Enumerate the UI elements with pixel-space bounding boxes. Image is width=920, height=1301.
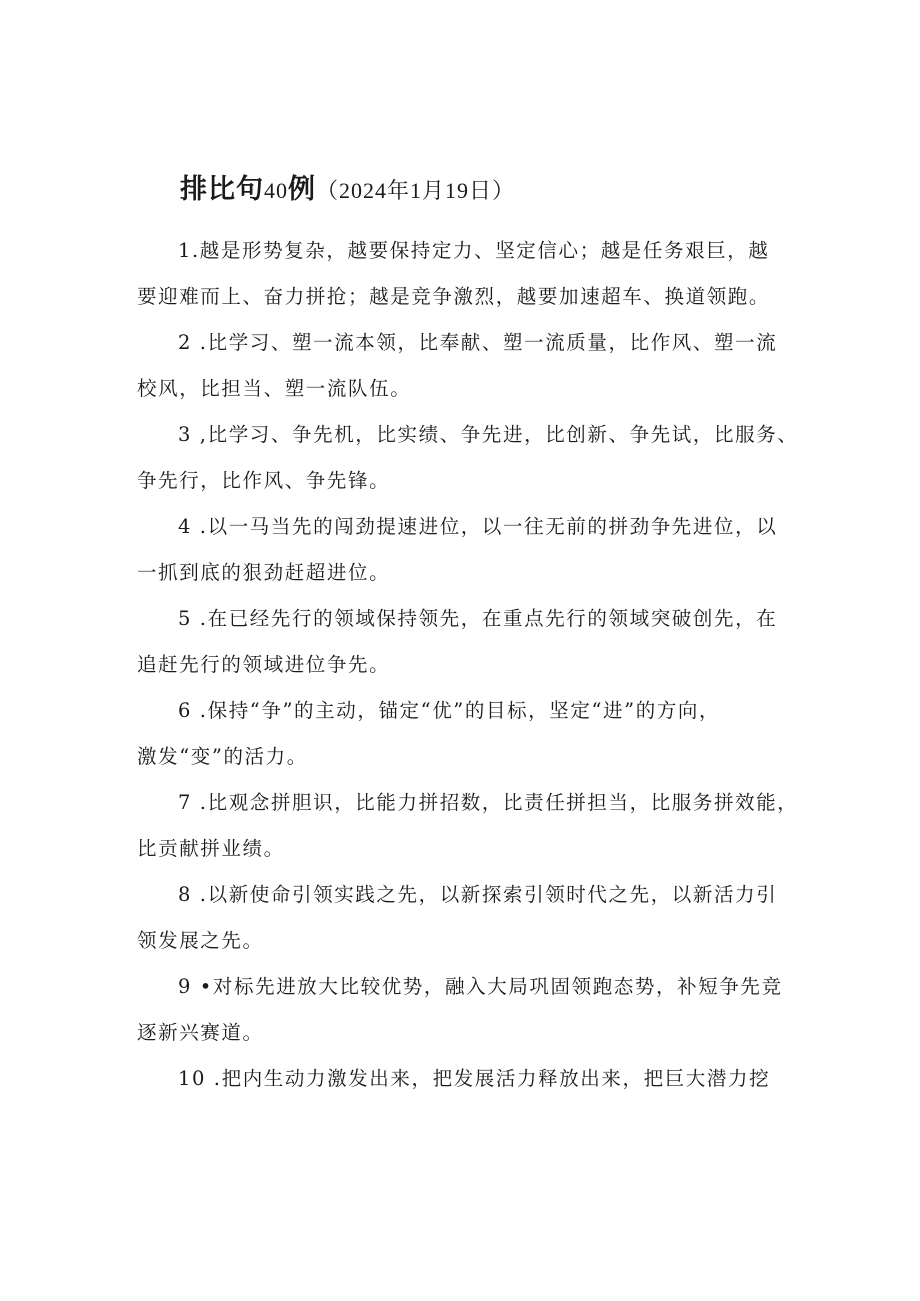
list-item [137, 320, 801, 412]
item-line: 校风，比担当、塑一流队伍。 [137, 377, 412, 400]
item-line: 6 .保持“争”的主动，锚定“优”的目标，坚定“进”的方向， [178, 699, 721, 722]
item-line: 10 .把内生动力激发出来，把发展活力释放出来，把巨大潜力挖 [178, 1067, 771, 1090]
item-line: 8 .以新使命引领实践之先，以新探索引领时代之先，以新活力引 [178, 883, 778, 906]
document-title [180, 170, 515, 211]
list-item [137, 412, 801, 504]
list-item [137, 1056, 801, 1102]
item-line: 逐新兴赛道。 [137, 1021, 264, 1044]
item-line: 3 ,比学习、争先机，比实绩、争先进，比创新、争先试，比服务、 [178, 423, 799, 446]
item-line: 9 •对标先进放大比较优势，融入大局巩固领跑态势，补短争先竞 [178, 975, 783, 998]
item-line: 领发展之先。 [137, 929, 264, 952]
item-line: 1.越是形势复杂，越要保持定力、坚定信心；越是任务艰巨，越 [178, 239, 770, 262]
item-line: 4 .以一马当先的闯劲提速进位，以一往无前的拼劲争先进位，以 [178, 515, 778, 538]
sentence-list [137, 228, 801, 1102]
title-date: （2024年1月19日） [316, 178, 516, 203]
list-item [137, 688, 801, 780]
list-item [137, 964, 801, 1056]
list-item [137, 504, 801, 596]
list-item [137, 228, 801, 320]
item-line: 追赶先行的领域进位争先。 [137, 653, 391, 676]
list-item [137, 780, 801, 872]
item-line: 7 .比观念拼胆识，比能力拼招数，比责任拼担当，比服务拼效能， [178, 791, 799, 814]
list-item [137, 596, 801, 688]
title-main: 排比句 [180, 174, 264, 205]
item-line: 一抓到底的狠劲赶超进位。 [137, 561, 391, 584]
item-line: 争先行，比作风、争先锋。 [137, 469, 391, 492]
list-item [137, 872, 801, 964]
item-line: 要迎难而上、奋力拼抢；越是竞争激烈，越要加速超车、换道领跑。 [137, 285, 771, 308]
title-count: 40 [264, 178, 288, 203]
item-line: 2 .比学习、塑一流本领，比奉献、塑一流质量，比作风、塑一流 [178, 331, 778, 354]
item-line: 比贡献拼业绩。 [137, 837, 285, 860]
item-line: 5 .在已经先行的领域保持领先，在重点先行的领域突破创先，在 [178, 607, 778, 630]
item-line: 激发“变”的活力。 [137, 745, 308, 768]
title-suffix: 例 [288, 174, 316, 205]
